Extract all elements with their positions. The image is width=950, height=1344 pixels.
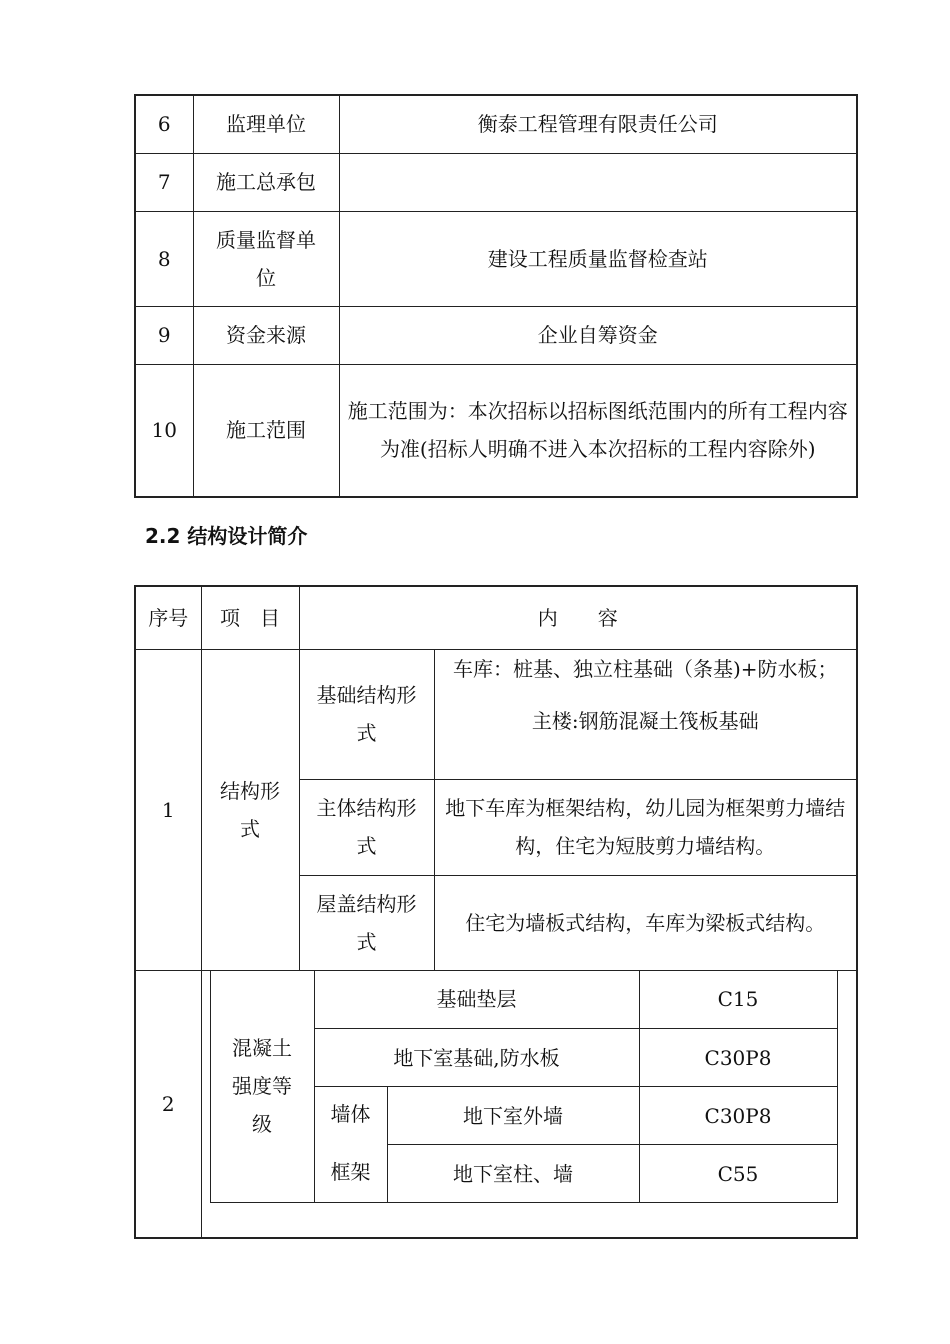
row-item: 施工总承包 — [193, 153, 339, 211]
row-item: 监理单位 — [193, 95, 339, 153]
sub-content-line: 车库：桩基、独立柱基础（条基)+防水板； — [452, 656, 838, 681]
header-number: 序号 — [135, 586, 201, 649]
row-number: 2 — [135, 970, 201, 1238]
sub-content: 住宅为墙板式结构，车库为梁板式结构。 — [434, 875, 857, 970]
grade-subgroup: 墙体 — [314, 1087, 387, 1145]
row-number: 8 — [135, 211, 193, 306]
table-row — [135, 153, 857, 211]
grade-value: C30P8 — [639, 1087, 837, 1145]
table-header-row — [135, 586, 857, 649]
grade-value: C55 — [639, 1145, 837, 1203]
table-row — [135, 649, 857, 779]
section-title: 2.2 结构设计简介 — [145, 524, 308, 548]
table-row — [135, 95, 857, 153]
row-number: 7 — [135, 153, 193, 211]
grade-value: C30P8 — [639, 1029, 837, 1087]
sub-label: 主体结构形式 — [299, 779, 434, 875]
row-number: 1 — [135, 649, 201, 970]
grade-part: 地下室基础,防水板 — [314, 1029, 639, 1087]
table-row — [135, 306, 857, 364]
grade-part: 地下室外墙 — [387, 1087, 639, 1145]
project-info-table — [134, 94, 858, 498]
table-row — [135, 364, 857, 497]
sub-content-line: 主楼:钢筋混凝土筏板基础 — [531, 708, 759, 733]
grade-part: 地下室柱、墙 — [387, 1145, 639, 1203]
row-content: 企业自筹资金 — [339, 306, 857, 364]
grade-subgroup: 框架 — [314, 1145, 387, 1203]
grade-value: C15 — [639, 971, 837, 1029]
row-item: 结构形式 — [201, 649, 299, 970]
row-number: 10 — [135, 364, 193, 497]
row-number: 9 — [135, 306, 193, 364]
sub-content — [434, 649, 857, 779]
sub-label: 屋盖结构形式 — [299, 875, 434, 970]
row-content: 建设工程质量监督检查站 — [339, 211, 857, 306]
table-row — [135, 970, 857, 1238]
table-row — [135, 211, 857, 306]
row-content: 施工范围为：本次招标以招标图纸范围内的所有工程内容为准(招标人明确不进入本次招标的工程内容除外) — [339, 364, 857, 497]
grade-group-label: 混凝土强度等级 — [210, 971, 314, 1203]
header-item: 项 目 — [201, 586, 299, 649]
row-item: 资金来源 — [193, 306, 339, 364]
row-item: 质量监督单位 — [193, 211, 339, 306]
structure-design-table — [134, 585, 858, 1239]
row-content — [339, 153, 857, 211]
header-content: 内 容 — [299, 586, 857, 649]
row-item: 施工范围 — [193, 364, 339, 497]
row-content: 衡泰工程管理有限责任公司 — [339, 95, 857, 153]
concrete-grade-cell — [201, 970, 857, 1238]
grade-part: 基础垫层 — [314, 971, 639, 1029]
sub-content: 地下车库为框架结构，幼儿园为框架剪力墙结构，住宅为短肢剪力墙结构。 — [434, 779, 857, 875]
grade-row — [210, 971, 837, 1029]
row-number: 6 — [135, 95, 193, 153]
concrete-grade-table — [210, 971, 838, 1204]
sub-label: 基础结构形式 — [299, 649, 434, 779]
